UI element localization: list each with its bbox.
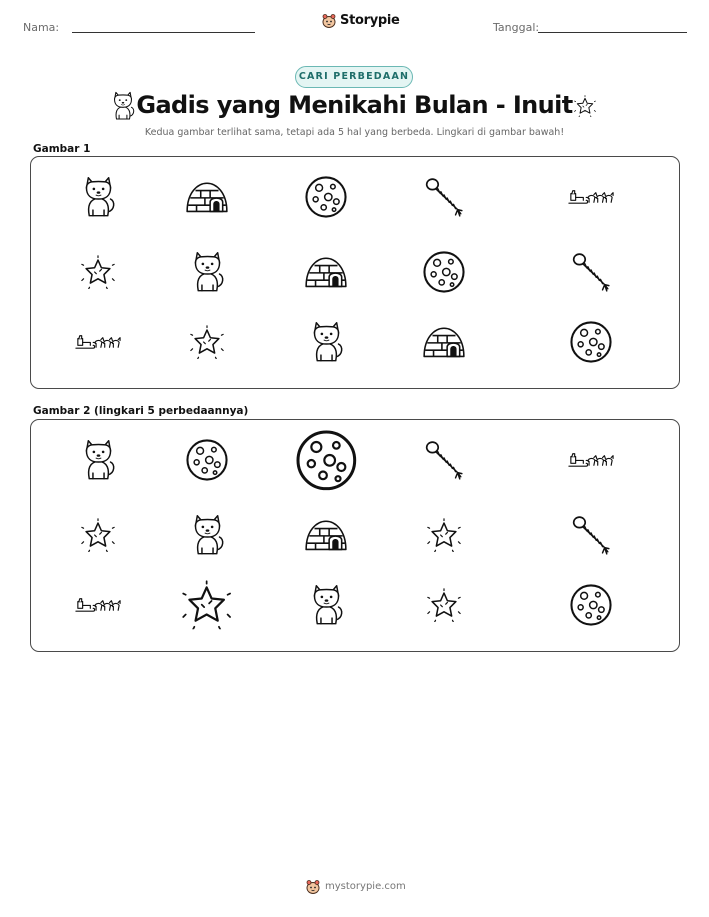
page-title: Gadis yang Menikahi Bulan - Inuit	[136, 91, 573, 119]
moon-icon	[568, 319, 614, 365]
husky-icon	[189, 250, 226, 294]
sled-icon	[567, 448, 615, 471]
star-icon	[182, 580, 231, 629]
sled-icon	[74, 330, 122, 353]
star-icon	[81, 255, 115, 289]
date-field[interactable]	[538, 32, 687, 33]
moon-icon	[303, 174, 349, 220]
name-field[interactable]	[72, 32, 255, 33]
star-icon	[81, 518, 115, 552]
husky-icon	[308, 583, 345, 627]
name-label: Nama:	[23, 21, 60, 34]
picture2-panel[interactable]	[30, 419, 680, 652]
moon-icon	[568, 582, 614, 628]
husky-icon	[80, 438, 117, 482]
sled-icon	[74, 593, 122, 616]
star-icon	[574, 95, 596, 121]
igloo-icon	[303, 253, 349, 291]
sled-icon	[567, 185, 615, 208]
picture2-label: Gambar 2 (lingkari 5 perbedaannya)	[33, 405, 249, 417]
moon-icon	[184, 437, 230, 483]
footer-link[interactable]: mystorypie.com	[325, 881, 406, 892]
date-label: Tanggal:	[493, 21, 540, 34]
logo-text: Storypie	[340, 13, 400, 28]
rope-icon	[570, 251, 612, 293]
star-icon	[427, 518, 461, 552]
rope-icon	[423, 176, 465, 218]
igloo-icon	[421, 323, 467, 361]
moon-icon	[293, 427, 360, 494]
star-icon	[190, 325, 224, 359]
rope-icon	[423, 439, 465, 481]
picture1-panel	[30, 156, 680, 389]
storypie-logo	[322, 13, 400, 28]
star-icon	[427, 588, 461, 622]
husky-icon	[189, 513, 226, 557]
activity-badge: CARI PERBEDAAN	[295, 66, 413, 88]
mascot-icon	[306, 879, 320, 894]
instructions: Kedua gambar terlihat sama, tetapi ada 5 hal yang berbeda. Lingkari di gambar bawah!	[144, 127, 565, 138]
moon-icon	[421, 249, 467, 295]
igloo-icon	[303, 516, 349, 554]
mascot-icon	[322, 13, 336, 28]
husky-icon	[308, 320, 345, 364]
igloo-icon	[184, 178, 230, 216]
rope-icon	[570, 514, 612, 556]
husky-icon	[80, 175, 117, 219]
footer	[306, 879, 406, 894]
picture1-label: Gambar 1	[33, 143, 91, 155]
